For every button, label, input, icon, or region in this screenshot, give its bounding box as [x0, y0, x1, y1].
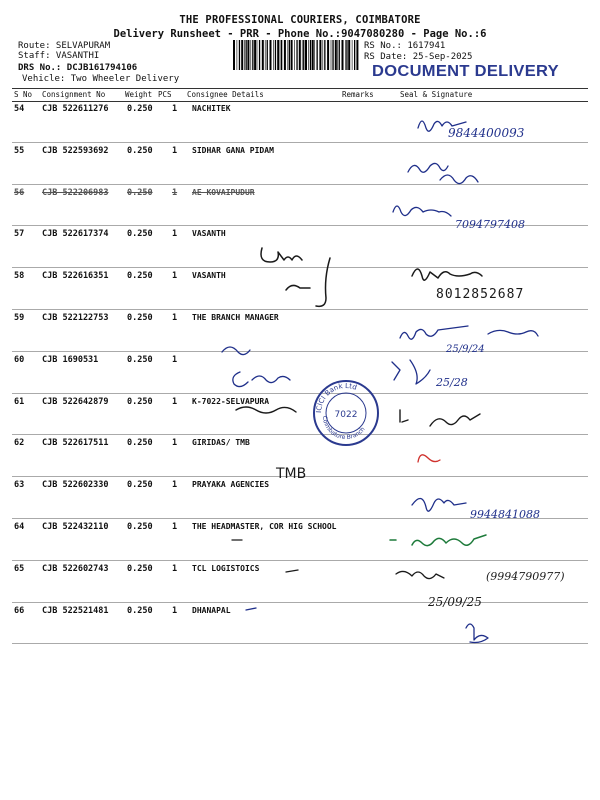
- signature-row-62: [418, 455, 440, 462]
- cell-name: VASANTH: [192, 229, 226, 239]
- cell-cno: CJB 522642879: [42, 396, 109, 407]
- cell-sno: 54: [14, 104, 25, 114]
- cell-weight: 0.250: [127, 438, 153, 449]
- cell-weight: 0.250: [127, 354, 153, 365]
- cell-name: SIDHAR GANA PIDAM: [192, 145, 274, 155]
- svg-text:ICICI Bank Ltd: ICICI Bank Ltd: [314, 381, 358, 414]
- cell-weight: 0.250: [127, 480, 153, 491]
- cell-pcs: 1: [172, 145, 178, 156]
- cell-weight: 0.250: [127, 396, 153, 407]
- signature-row-59: [222, 326, 538, 355]
- cell-name: GIRIDAS/ TMB: [192, 438, 250, 448]
- cell-weight: 0.250: [127, 605, 153, 616]
- document-delivery-stamp: DOCUMENT DELIVERY: [372, 62, 559, 80]
- cell-cno: CJB 522611276: [42, 104, 109, 114]
- handwritten-date-59: 25/9/24: [446, 344, 485, 355]
- cell-cno: CJB 522521481: [42, 605, 109, 616]
- cell-cno: CJB 522206983: [42, 187, 109, 198]
- cell-cno: CJB 522617374: [42, 229, 109, 240]
- cell-name: K-7022-SELVAPURA: [192, 396, 270, 406]
- cell-weight: 0.250: [127, 229, 153, 240]
- cell-pcs: 1: [172, 187, 178, 198]
- handwritten-phone-56: 7094797408: [455, 218, 525, 231]
- cell-sno: 63: [14, 480, 25, 491]
- cell-pcs: 1: [172, 271, 178, 282]
- signature-row-57: [261, 248, 330, 306]
- handwritten-date-65: 25/09/25: [428, 595, 482, 609]
- cell-pcs: 1: [172, 605, 178, 616]
- page-title: THE PROFESSIONAL COURIERS, COIMBATORE: [179, 14, 421, 26]
- cell-name: THE HEADMASTER, COR HIG SCHOOL: [192, 522, 337, 531]
- cell-sno: 66: [14, 605, 25, 616]
- cell-cno: CJB 522432110: [42, 522, 109, 532]
- handwritten-phone-65: (9994790977): [486, 570, 565, 583]
- cell-weight: 0.250: [127, 563, 153, 574]
- cell-weight: 0.250: [127, 271, 153, 282]
- signature-row-55: [408, 163, 478, 183]
- page-subtitle: Delivery Runsheet - PRR - Phone No.:9047080280 - Page No.:6: [113, 28, 487, 40]
- rs-date: RS Date: 25-Sep-2025: [364, 52, 473, 62]
- cell-pcs: 1: [172, 313, 178, 323]
- col-sno: S No: [14, 90, 33, 99]
- cell-pcs: 1: [172, 480, 178, 491]
- cell-pcs: 1: [172, 229, 178, 240]
- cell-weight: 0.250: [127, 522, 153, 532]
- handwritten-tmb-62: TMB: [276, 466, 307, 482]
- handwritten-phone-64: 9944841088: [470, 508, 540, 521]
- route-label: Route: SELVAPURAM: [18, 41, 111, 51]
- cell-weight: 0.250: [127, 104, 153, 114]
- cell-sno: 61: [14, 396, 25, 407]
- col-consignment: Consignment No: [42, 90, 106, 99]
- cell-pcs: 1: [172, 438, 178, 449]
- svg-text:Coimbatore Branch: Coimbatore Branch: [320, 415, 367, 442]
- signature-row-56: [393, 206, 451, 216]
- drs-label: DRS No.:: [18, 63, 62, 73]
- cell-sno: 65: [14, 563, 25, 574]
- cell-pcs: 1: [172, 104, 178, 114]
- cell-name: NACHITEK: [192, 104, 231, 113]
- signature-row-63: [412, 498, 466, 511]
- cell-name: DHANAPAL: [192, 605, 231, 615]
- cell-sno: 59: [14, 313, 25, 323]
- col-weight: Weight: [125, 90, 153, 99]
- staff-label: Staff: VASANTHI: [18, 51, 100, 61]
- rs-number: RS No.: 1617941: [364, 41, 446, 51]
- handwritten-date-60: 25/28: [436, 376, 468, 389]
- col-consignee: Consignee Details: [187, 90, 264, 99]
- vehicle-label: Vehicle: Two Wheeler Delivery: [22, 74, 180, 84]
- cell-pcs: 1: [172, 396, 178, 407]
- cell-weight: 0.250: [127, 313, 153, 323]
- cell-name: VASANTH: [192, 271, 226, 281]
- cell-sno: 58: [14, 271, 25, 282]
- cell-cno: CJB 522616351: [42, 271, 109, 282]
- cell-sno: 64: [14, 522, 25, 532]
- cell-name: TCL LOGISTOICS: [192, 563, 260, 573]
- cell-cno: CJB 522122753: [42, 313, 109, 323]
- cell-sno: 57: [14, 229, 25, 240]
- cell-cno: CJB 1690531: [42, 354, 99, 365]
- col-pcs: PCS: [158, 90, 172, 99]
- cell-name: PRAYAKA AGENCIES: [192, 480, 270, 490]
- cell-cno: CJB 522602330: [42, 480, 109, 491]
- cell-pcs: 1: [172, 354, 178, 365]
- handwritten-phone-54: 9844400093: [448, 126, 525, 140]
- cell-weight: 0.250: [127, 187, 153, 198]
- cell-cno: CJB 522617511: [42, 438, 109, 449]
- cell-sno: 62: [14, 438, 25, 449]
- cell-name: THE BRANCH MANAGER: [192, 313, 279, 322]
- bank-seal-icon: [311, 378, 381, 448]
- signature-row-58: [412, 269, 482, 280]
- cell-cno: CJB 522593692: [42, 145, 109, 156]
- cell-name: AE KOVAIPUDUR: [192, 187, 255, 197]
- drs-value: DCJB161794106: [66, 63, 138, 73]
- handwritten-phone-58: 8012852687: [436, 287, 525, 302]
- cell-sno: 55: [14, 145, 25, 156]
- cell-pcs: 1: [172, 522, 178, 532]
- svg-text:7022: 7022: [334, 410, 358, 420]
- cell-sno: 56: [14, 187, 25, 198]
- signature-row-64: [390, 535, 486, 546]
- cell-sno: 60: [14, 354, 25, 365]
- col-seal: Seal & Signature: [400, 90, 473, 99]
- cell-weight: 0.250: [127, 145, 153, 156]
- col-remarks: Remarks: [342, 90, 374, 99]
- signature-row-65: [232, 540, 444, 579]
- cell-cno: CJB 522602743: [42, 563, 109, 574]
- cell-pcs: 1: [172, 563, 178, 574]
- signature-row-66: [246, 608, 488, 643]
